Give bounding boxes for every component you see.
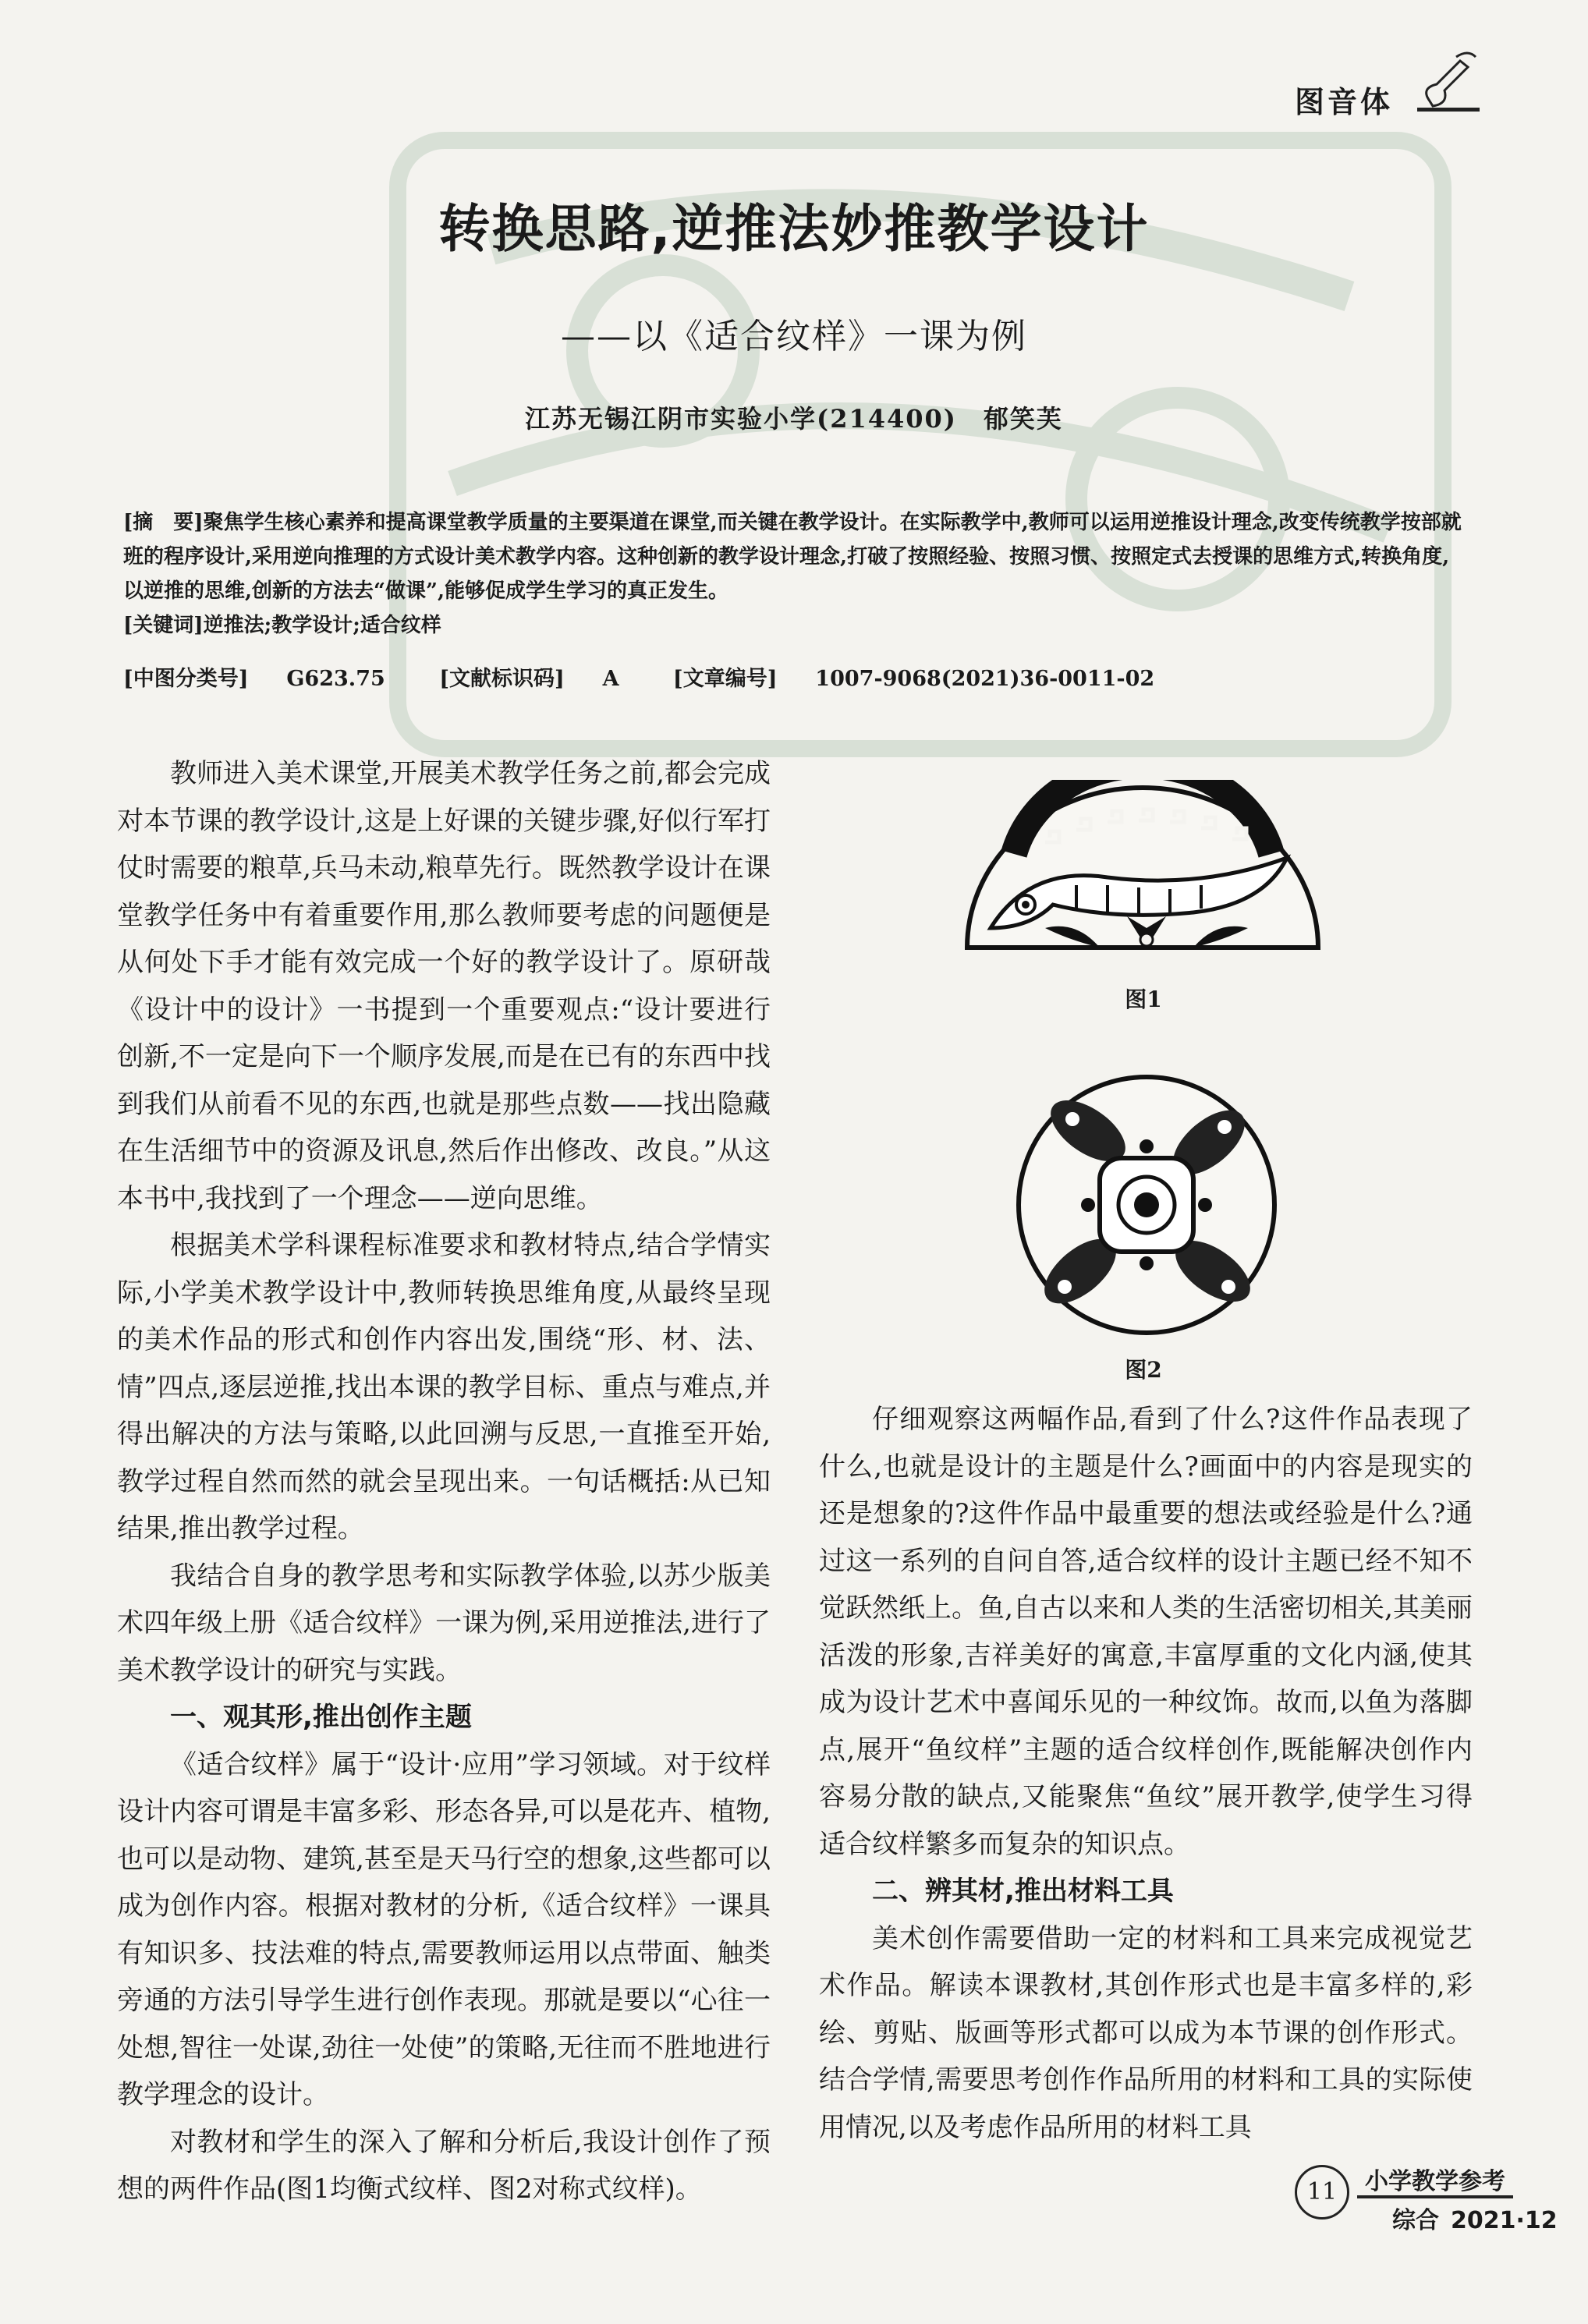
section-heading: 二、辨其材,推出材料工具 bbox=[872, 1876, 1174, 1907]
journal-name: 小学教学参考 bbox=[1365, 2168, 1505, 2195]
figure-1-caption: 图1 bbox=[1125, 987, 1162, 1012]
figure-2-caption: 图2 bbox=[1125, 1357, 1162, 1383]
doc-code-value: A bbox=[602, 667, 619, 691]
section-heading: 一、观其形,推出创作主题 bbox=[170, 1702, 472, 1733]
classification-line bbox=[123, 661, 1201, 692]
keywords-label: [关键词] bbox=[123, 614, 204, 637]
paragraph: 教师进入美术课堂,开展美术教学任务之前,都会完成对本节课的教学设计,这是上好课的关键步骤,好似行军打仗时需要的粮草,兵马未动,粮草先行。既然教学设计在课堂教学任务中有着重要作用,那么教师要考虑的问题便是从何处下手才能有效完成一个好的教学设计了。原研哉《设计中的设计》一书提到一个重要观点:“设计要进行创新,不一定是向下一个顺序发展,而是在已有的东西中找到我们从前看不见的东西,也就是那些点数——找出隐藏在生活细节中的资源及讯息,然后作出修改、改良。”从这本书中,我找到了一个理念——逆向思维。 bbox=[117, 758, 771, 1214]
paragraph: 对教材和学生的深入了解和分析后,我设计创作了预想的两件作品(图1均衡式纹样、图2对称式纹样)。 bbox=[117, 2126, 771, 2205]
paragraph: 《适合纹样》属于“设计·应用”学习领域。对于纹样设计内容可谓是丰富多彩、形态各异,可以是花卉、植物,也可以是动物、建筑,甚至是天马行空的想象,这些都可以成为创作内容。根据对教材的分析,《适合纹样》一课具有知识多、技法难的特点,需要教师运用以点带面、触类旁通的方法引导学生进行创作表现。那就是要以“心往一处想,智往一处谋,劲往一处使”的策略,无往而不胜地进行教学理念的设计。 bbox=[117, 1748, 771, 2110]
paragraph: 仔细观察这两幅作品,看到了什么?这件作品表现了什么,也就是设计的主题是什么?画面中的内容是现实的还是想象的?这件作品中最重要的想法或经验是什么?通过这一系列的自问自答,适合纹样的设计主题已经不知不觉跃然纸上。鱼,自古以来和人类的生活密切相关,其美丽活泼的形象,吉祥美好的寓意,丰富厚重的文化内涵,使其成为设计艺术中喜闻乐见的一种纹饰。故而,以鱼为落脚点,展开“鱼纹样”主题的适合纹样创作,既能解决创作内容易分散的缺点,又能聚焦“鱼纹”展开教学,使学生习得适合纹样繁多而复杂的知识点。 bbox=[819, 1404, 1473, 1860]
author-line: 江苏无锡江阴市实验小学(214400) 郁笑芙 bbox=[525, 404, 1063, 434]
page-number: 11 bbox=[1295, 2165, 1349, 2219]
left-column bbox=[117, 750, 771, 2213]
paragraph: 我结合自身的教学思考和实际教学体验,以苏少版美术四年级上册《适合纹样》一课为例,采用逆推法,进行了美术教学设计的研究与实践。 bbox=[117, 1560, 771, 1686]
clc-value: G623.75 bbox=[286, 667, 385, 691]
abstract-text: 聚焦学生核心素养和提高课堂教学质量的主要渠道在课堂,而关键在教学设计。在实际教学中,教师可以运用逆推设计理念,改变传统教学按部就班的程序设计,采用逆向推理的方式设计美术教学内容。这种创新的教学设计理念,打破了按照经验、按照习惯、按照定式去授课的思维方式,转换角度,以逆推的思维,创新的方法去“做课”,能够促成学生学习的真正发生。 bbox=[123, 511, 1462, 603]
figure-1-fish-pattern bbox=[959, 780, 1326, 967]
article-title: 转换思路,逆推法妙推教学设计 bbox=[438, 199, 1150, 259]
article-subtitle: ——以《适合纹样》一课为例 bbox=[561, 317, 1027, 356]
clc-label: [中图分类号] bbox=[123, 667, 249, 691]
footer-divider bbox=[1357, 2195, 1513, 2198]
abstract bbox=[123, 505, 1465, 643]
paragraph: 美术创作需要借助一定的材料和工具来完成视觉艺术作品。解读本课教材,其创作形式也是丰富多样的,彩绘、剪贴、版画等形式都可以成为本节课的创作形式。结合学情,需要思考创作作品所用的材料和工具的实际使用情况,以及考虑作品所用的材料工具 bbox=[819, 1922, 1473, 2143]
paragraph: 根据美术学科课程标准要求和教材特点,结合学情实际,小学美术教学设计中,教师转换思维角度,从最终呈现的美术作品的形式和创作内容出发,围绕“形、材、法、情”四点,逐层逆推,找出本课的教学目标、重点与难点,并得出解决的方法与策略,以此回溯与反思,一直推至开始,教学过程自然而然的就会呈现出来。一句话概括:从已知结果,推出教学过程。 bbox=[117, 1230, 771, 1544]
abstract-label: [摘 要] bbox=[123, 511, 204, 534]
issue-info: 综合 2021·12 bbox=[1392, 2207, 1558, 2234]
right-column bbox=[819, 1396, 1473, 2151]
article-no-label: [文章编号] bbox=[672, 667, 778, 691]
section-tag: 图音体 bbox=[1295, 85, 1394, 119]
article-no-value: 1007-9068(2021)36-0011-02 bbox=[815, 667, 1155, 691]
figure-2-fish-pattern bbox=[1014, 1072, 1279, 1337]
keywords: 逆推法;教学设计;适合纹样 bbox=[203, 614, 441, 637]
doc-code-label: [文献标识码] bbox=[439, 667, 565, 691]
